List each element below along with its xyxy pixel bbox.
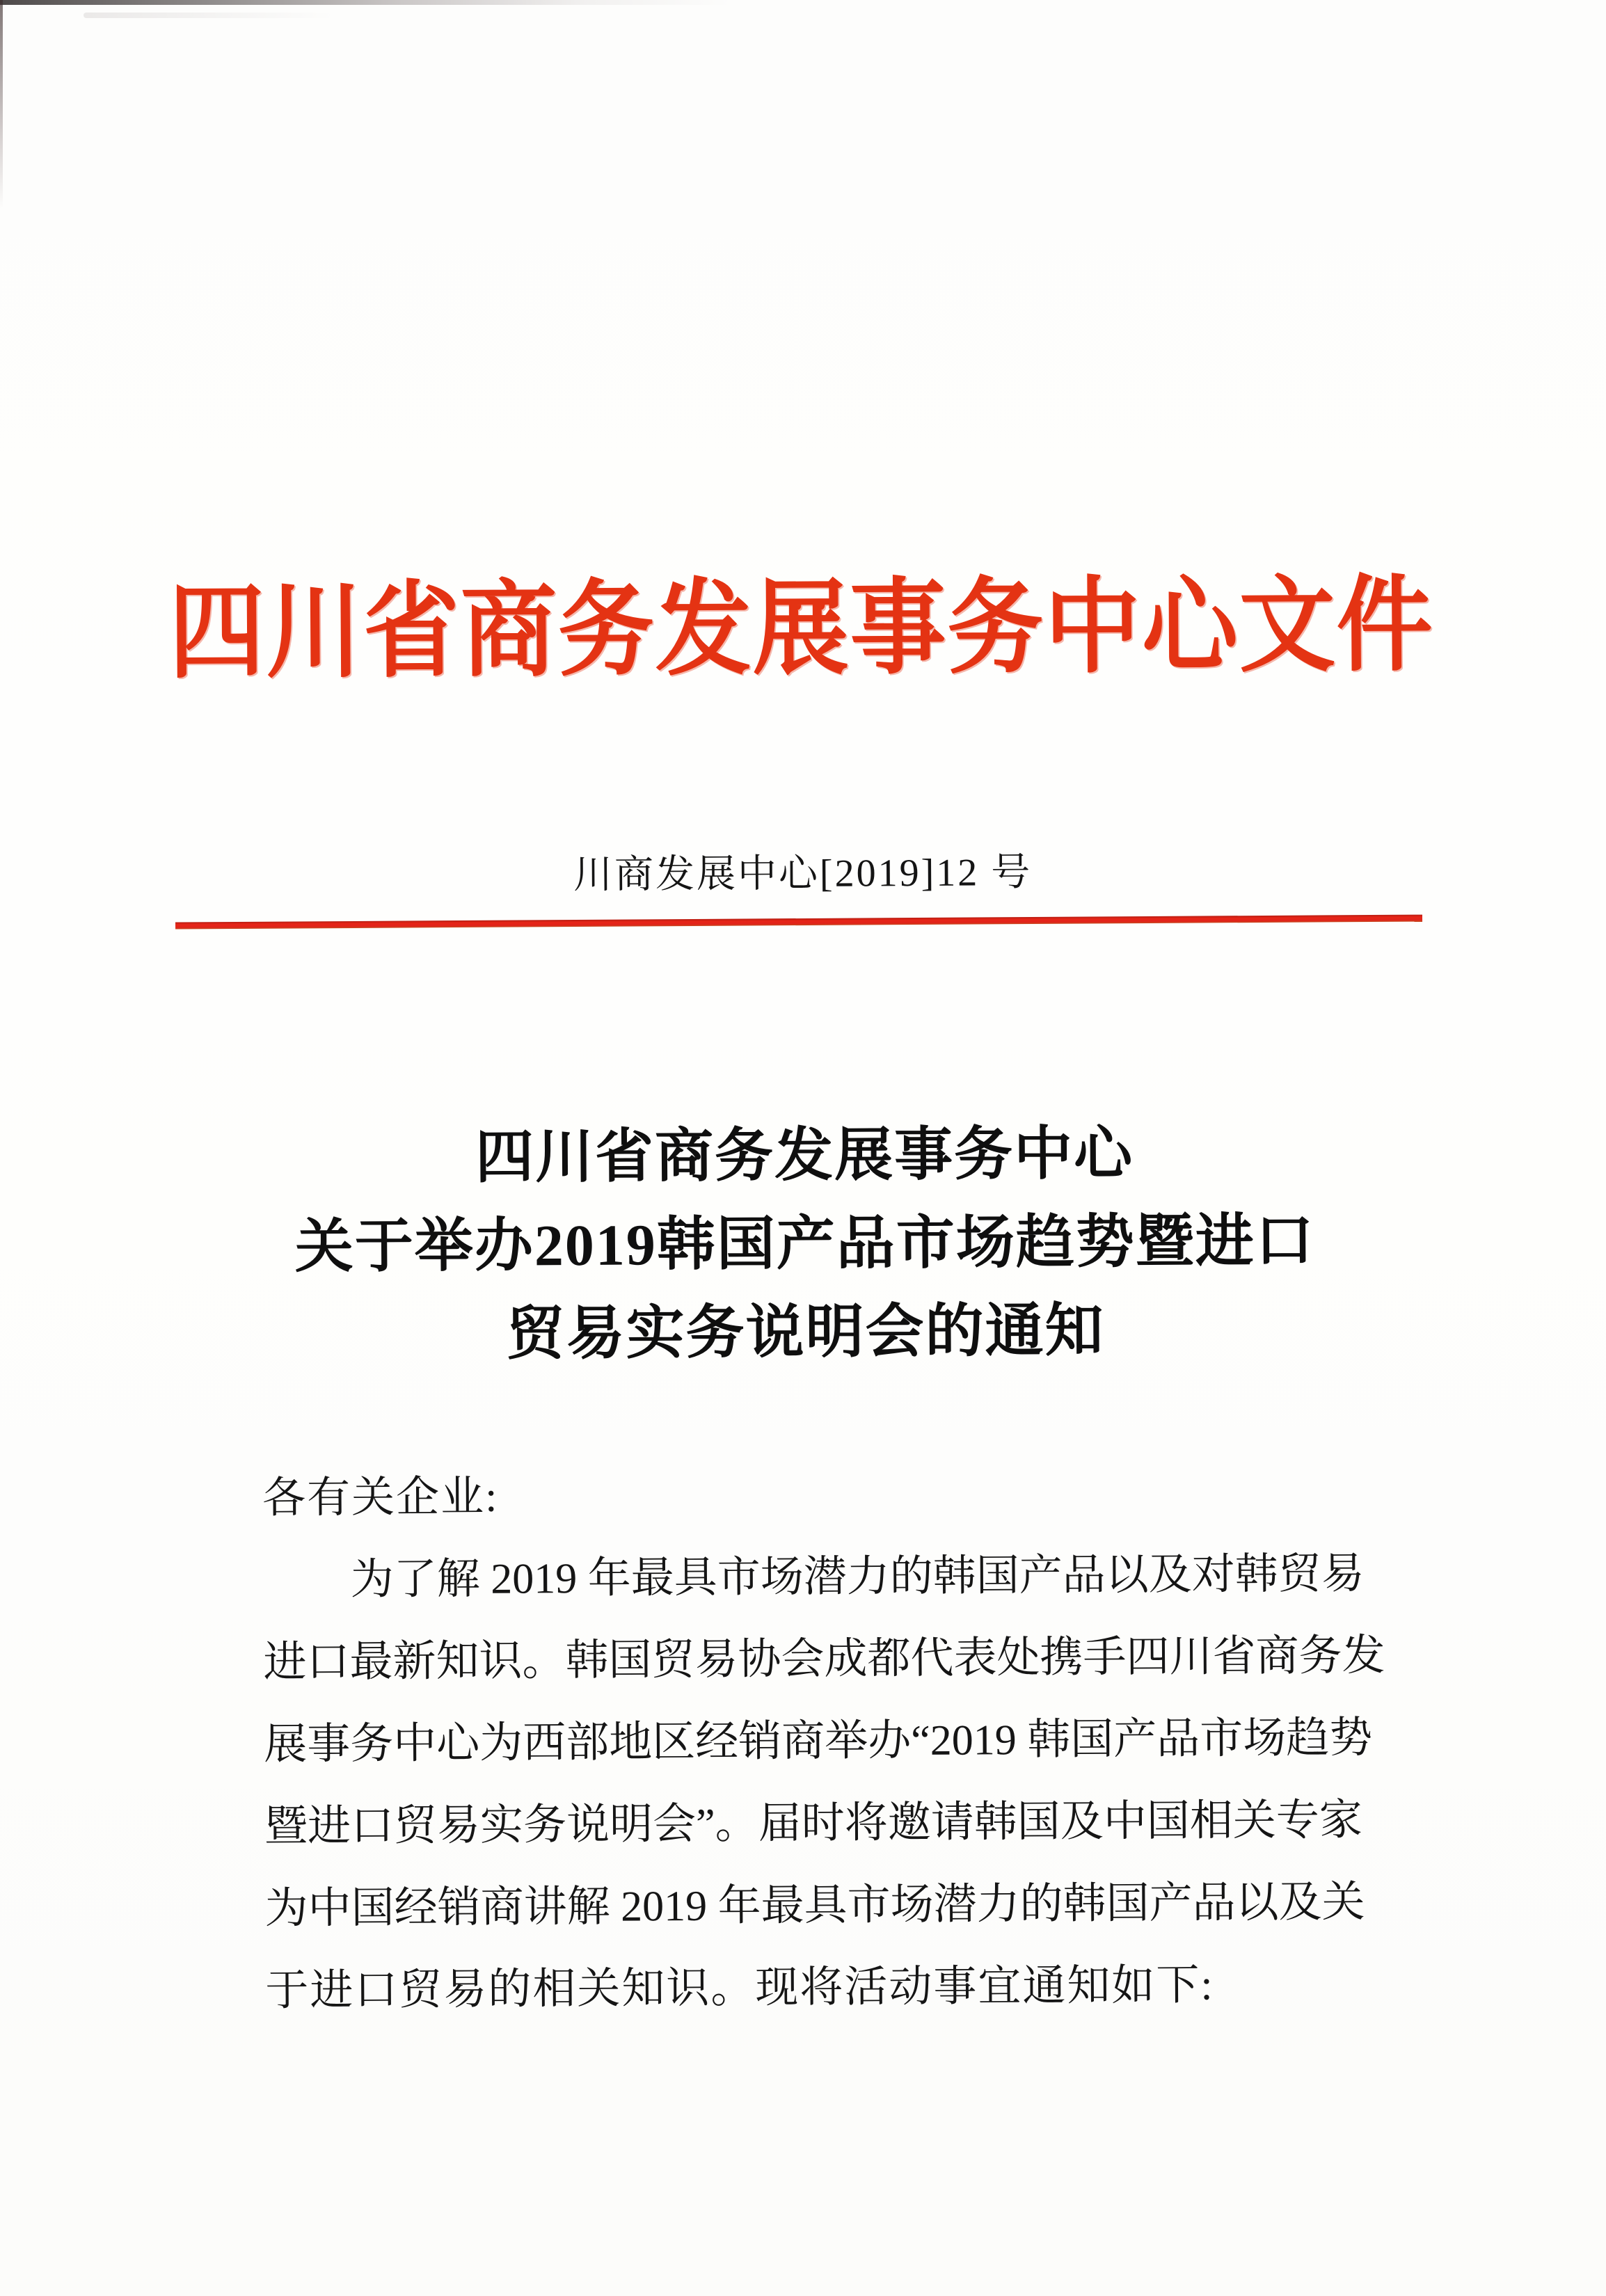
notice-title (1, 1107, 1606, 1382)
body-line-5: 为中国经销商讲解 2019 年最具市场潜力的韩国产品以及关 (264, 1879, 1365, 1933)
red-separator-rule (175, 915, 1422, 930)
body-line-3: 展事务中心为西部地区经销商举办“2019 韩国产品市场趋势 (264, 1714, 1373, 1769)
body-line-1: 为了解 2019 年最具市场潜力的韩国产品以及对韩贸易 (350, 1550, 1365, 1604)
notice-title-line-3: 贸易实务说明会的通知 (506, 1298, 1105, 1367)
red-letterhead-title (0, 552, 1605, 708)
body-line-6: 于进口贸易的相关知识。现将活动事宜通知如下: (265, 1961, 1214, 2015)
salutation-line: 各有关企业: (262, 1473, 499, 1522)
body-paragraph (262, 1533, 1385, 2032)
red-letterhead-text: 四川省商务发展事务中心文件 (168, 568, 1434, 692)
notice-title-line-1: 四川省商务发展事务中心 (475, 1122, 1134, 1190)
body-line-4: 暨进口贸易实务说明会”。届时将邀请韩国及中国相关专家 (264, 1796, 1363, 1851)
notice-title-line-2: 关于举办2019韩国产品市场趋势暨进口 (294, 1209, 1316, 1280)
body-line-2: 进口最新知识。韩国贸易协会成都代表处携手四川省商务发 (263, 1632, 1385, 1687)
document-number: 川商发展中心[2019]12 号 (573, 850, 1033, 898)
